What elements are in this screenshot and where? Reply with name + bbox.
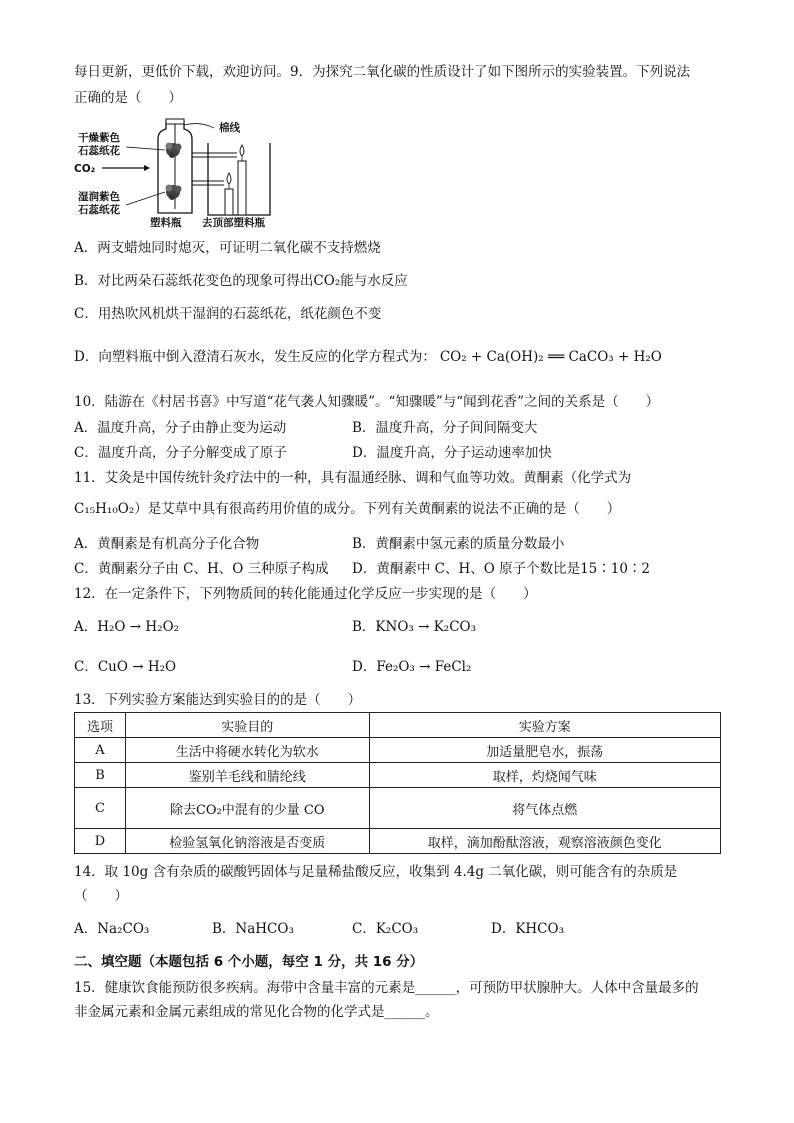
- q11-stem-line2: [74, 499, 620, 519]
- table-cell: 取样，灼烧闻气味: [369, 763, 720, 788]
- q10-option-b: B．温度升高，分子间间隔变大: [352, 420, 538, 436]
- q12-option-a: A．H₂O → H₂O₂: [74, 619, 180, 635]
- q9-stem-line1: [74, 62, 690, 82]
- q13-table: [74, 712, 721, 854]
- q11-option-b: B．黄酮素中氢元素的质量分数最小: [352, 536, 565, 552]
- q15-line2: 非金属元素和金属元素组成的常见化合物的化学式是______。: [74, 1004, 439, 1020]
- q11-option-d: D．黄酮素中 C、H、O 原子个数比是15∶10∶2: [352, 561, 651, 577]
- label-cut-bottle: 去顶部塑料瓶: [202, 217, 265, 229]
- q12-option-c: C．CuO → H₂O: [74, 659, 177, 675]
- q14-stem-line1: 14．取 10g 含有杂质的碳酸钙固体与足量稀盐酸反应，收集到 4.4g 二氧化碳，则可能含有的杂质是: [74, 864, 678, 880]
- table-row: [75, 738, 721, 763]
- q14-option-b: B．NaHCO₃: [212, 921, 294, 937]
- q14-option-d: D．KHCO₃: [491, 921, 564, 937]
- q9-option-d-text: D．向塑料瓶中倒入澄清石灰水，发生反应的化学方程式为：: [74, 349, 436, 365]
- label-wet-flower-1: 湿润紫色: [78, 191, 120, 203]
- label-thread: 棉线: [219, 122, 240, 134]
- q12-option-d: D．Fe₂O₃ → FeCl₂: [352, 659, 472, 675]
- q9-apparatus-figure: [74, 117, 284, 229]
- table-cell: D: [75, 829, 126, 854]
- q11-stem-line1: 11．艾灸是中国传统针灸疗法中的一种，具有温通经脉、调和气血等功效。黄酮素（化学式为: [74, 470, 632, 486]
- label-dry-flower-2: 石蕊纸花: [78, 145, 120, 157]
- table-cell: A: [75, 738, 126, 763]
- q9-stem: 9．为探究二氧化碳的性质设计了如下图所示的实验装置。下列说法: [290, 64, 691, 80]
- table-cell: 生活中将硬水转化为软水: [125, 738, 369, 763]
- q14-option-c: C．K₂CO₃: [352, 921, 419, 937]
- section2-title: 二、填空题（本题包括 6 个小题，每空 1 分，共 16 分）: [74, 954, 424, 970]
- q10-stem: 10．陆游在《村居书喜》中写道“花气袭人知骤暖”。“知骤暖”与“闻到花香”之间的关系是（ ）: [74, 394, 660, 410]
- table-row: [75, 829, 721, 854]
- q14-option-a: A．Na₂CO₃: [74, 921, 150, 937]
- q12-stem: 12．在一定条件下，下列物质间的转化能通过化学反应一步实现的是（ ）: [74, 586, 537, 602]
- q9-option-b: B．对比两朵石蕊纸花变色的现象可得出CO₂能与水反应: [74, 273, 408, 289]
- table-cell: C: [75, 788, 126, 829]
- q11-option-c: C．黄酮素分子由 C、H、O 三种原子构成: [74, 561, 329, 577]
- q10-option-c: C．温度升高，分子分解变成了原子: [74, 445, 287, 461]
- q10-option-a: A．温度升高，分子由静止变为运动: [74, 420, 287, 436]
- q11-formula: C₁₅H₁₀O₂: [74, 501, 135, 517]
- q10-option-d: D．温度升高，分子运动速率加快: [352, 445, 552, 461]
- table-cell: 除去CO₂中混有的少量 CO: [125, 788, 369, 829]
- q15-line1: 15．健康饮食能预防很多疾病。海带中含量丰富的元素是______，可预防甲状腺肿大。人体中含量最多的: [74, 980, 699, 996]
- q9-option-c: C．用热吹风机烘干湿润的石蕊纸花，纸花颜色不变: [74, 306, 382, 322]
- q11-stem-rest: ）是艾草中具有很高药用价值的成分。下列有关黄酮素的说法不正确的是（ ）: [134, 501, 621, 517]
- dry-flower-icon: [166, 143, 182, 159]
- table-header-cell: 实验目的: [125, 713, 369, 738]
- q14-stem-line2: （ ）: [74, 888, 128, 904]
- q9-option-a: A．两支蜡烛同时熄灭，可证明二氧化碳不支持燃烧: [74, 240, 381, 256]
- q9-option-d: [74, 347, 662, 367]
- table-cell: 检验氢氧化钠溶液是否变质: [125, 829, 369, 854]
- short-candle-icon: [225, 173, 233, 215]
- table-cell: 鉴别羊毛线和腈纶线: [125, 763, 369, 788]
- table-cell: 加适量肥皂水，振荡: [369, 738, 720, 763]
- table-header-row: [75, 713, 721, 738]
- table-cell: 将气体点燃: [369, 788, 720, 829]
- label-co2: CO₂: [74, 163, 96, 175]
- q12-option-b: B．KNO₃ → K₂CO₃: [352, 619, 476, 635]
- table-cell: 取样，滴加酚酞溶液，观察溶液颜色变化: [369, 829, 720, 854]
- label-bottle: 塑料瓶: [150, 217, 182, 229]
- tall-candle-icon: [238, 145, 246, 215]
- q13-stem: 13．下列实验方案能达到实验目的的是（ ）: [74, 692, 362, 708]
- table-row: [75, 788, 721, 829]
- table-header-cell: 选项: [75, 713, 126, 738]
- q9-option-d-equation: CO₂ + Ca(OH)₂ ══ CaCO₃ + H₂O: [439, 349, 662, 365]
- header-text: 每日更新，更低价下载，欢迎访问。: [74, 64, 290, 80]
- q11-option-a: A．黄酮素是有机高分子化合物: [74, 536, 260, 552]
- table-cell: B: [75, 763, 126, 788]
- label-dry-flower-1: 干燥紫色: [78, 132, 120, 144]
- table-row: [75, 763, 721, 788]
- table-header-cell: 实验方案: [369, 713, 720, 738]
- label-wet-flower-2: 石蕊纸花: [78, 204, 120, 216]
- wet-flower-icon: [166, 185, 182, 201]
- q9-stem-line2: 正确的是（ ）: [74, 90, 182, 106]
